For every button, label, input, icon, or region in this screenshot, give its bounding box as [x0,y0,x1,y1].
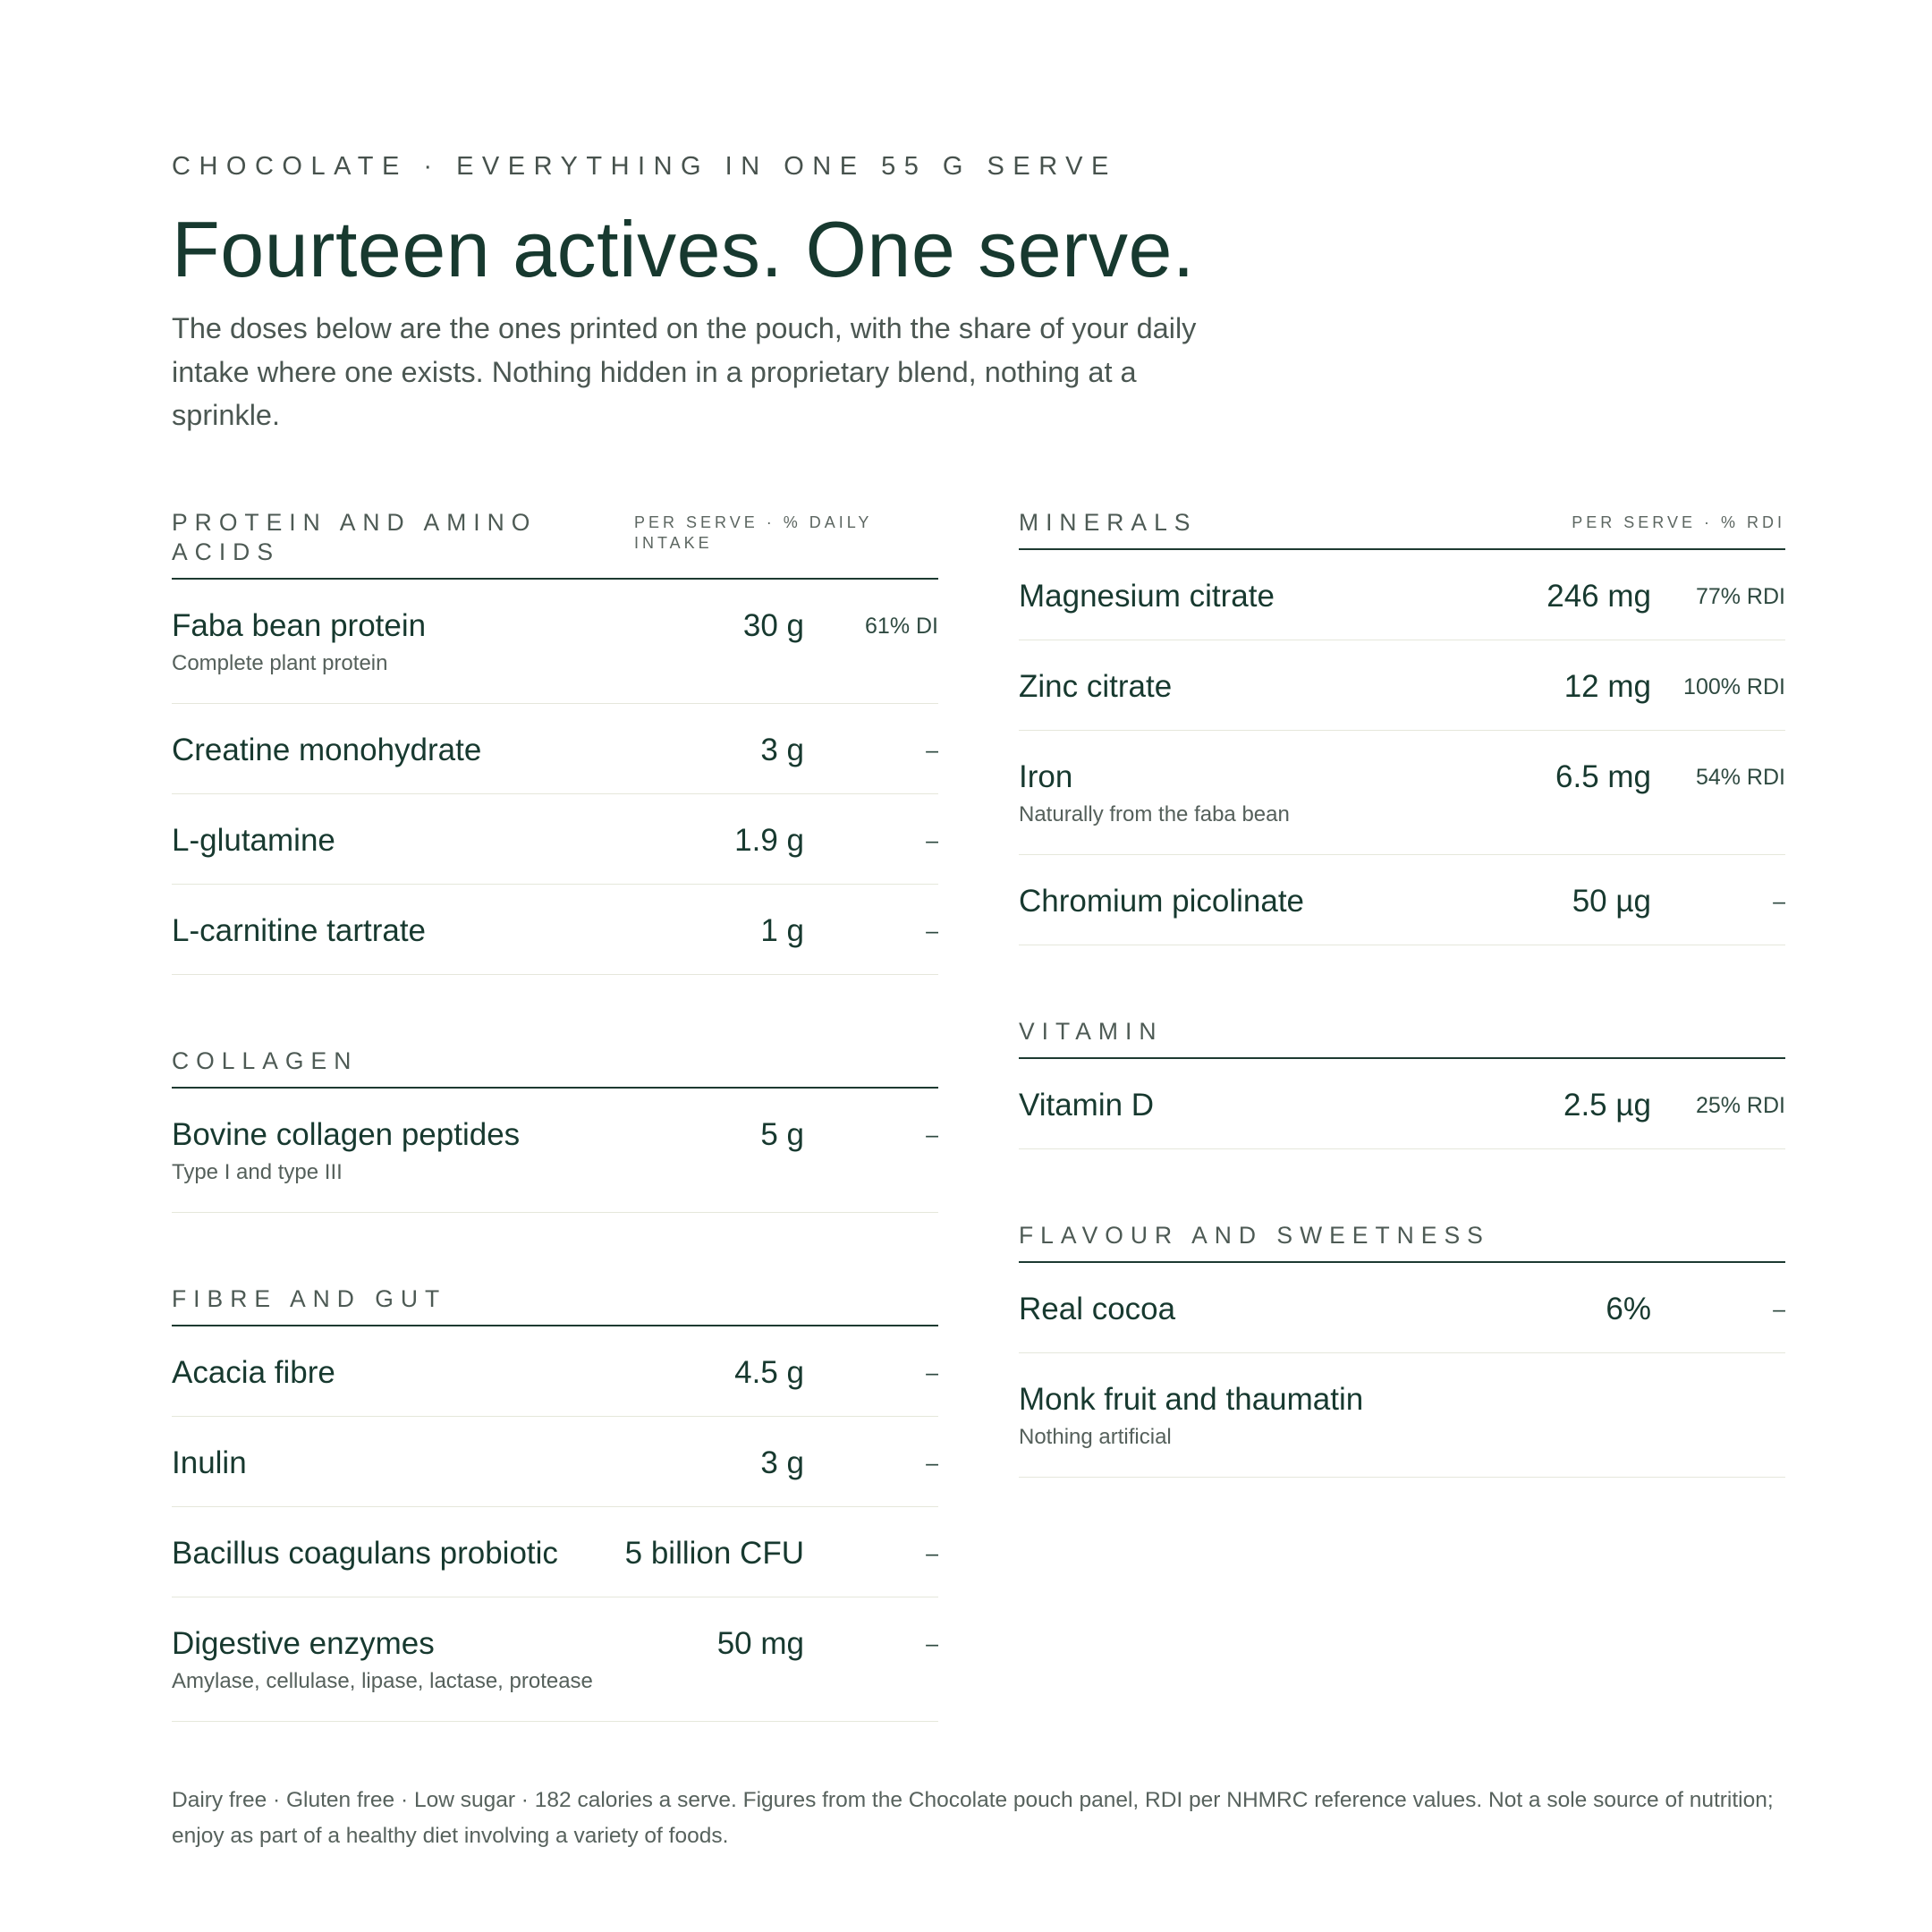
ingredient-amount: 5 g [760,1117,804,1152]
ingredient-name: Acacia fibre [172,1355,335,1390]
daily-intake-value: – [1773,1297,1785,1322]
ingredient-name: Chromium picolinate [1019,884,1305,919]
ingredient-row [1019,1263,1785,1353]
ingredient-info [172,1119,536,1185]
ingredient-note: Naturally from the faba bean [1019,802,1290,826]
ingredient-amount: 246 mg [1546,579,1651,614]
ingredient-note: Amylase, cellulase, lipase, lactase, protease [172,1669,593,1693]
ingredient-name: Creatine monohydrate [172,733,482,767]
column-label: PER SERVE · % DAILY INTAKE [634,513,873,552]
group-title: COLLAGEN [172,1047,359,1074]
group-header [172,1046,938,1089]
daily-intake-value: – [926,1631,938,1657]
daily-intake-value: 61% DI [865,614,938,639]
ingredient-name: Magnesium citrate [1019,579,1275,614]
ingredient-row [172,1089,938,1213]
group-header [1019,1221,1785,1263]
ingredient-group [1019,1221,1785,1478]
ingredient-amount: 30 g [742,608,804,643]
ingredient-row [1019,550,1785,640]
ingredient-group [172,1046,938,1213]
ingredient-info [1019,1384,1383,1450]
ingredient-amount: 4.5 g [734,1355,804,1390]
daily-intake-value: – [926,1123,938,1148]
daily-intake-value: – [926,828,938,853]
ingredient-name: Inulin [172,1445,247,1480]
ingredient-info [172,734,536,767]
ingredient-amount: 5 billion CFU [624,1536,804,1571]
daily-intake-value: 77% RDI [1695,584,1785,609]
ingredient-amount: 12 mg [1563,669,1651,704]
group-header [1019,1017,1785,1059]
daily-intake-value: – [926,1541,938,1566]
ingredient-name: Monk fruit and thaumatin [1019,1382,1364,1417]
ingredient-row [1019,640,1785,731]
group-title: VITAMIN [1019,1018,1164,1045]
ingredient-amount: 6.5 mg [1555,759,1651,794]
group-title: FLAVOUR AND SWEETNESS [1019,1222,1490,1249]
ingredient-info [1019,671,1383,703]
ingredient-note: Type I and type III [172,1160,343,1184]
column-label: PER SERVE · % RDI [1572,513,1785,531]
group-header [172,1284,938,1326]
ingredient-info [1019,1089,1383,1122]
ingredient-group [1019,1017,1785,1149]
ingredient-info [172,1536,558,1571]
ingredient-group [172,508,938,975]
daily-intake-value: – [926,1451,938,1476]
ingredient-info [172,825,536,857]
ingredient-info [172,915,536,947]
ingredient-name: Bacillus coagulans probiotic [172,1536,558,1571]
ingredient-info [172,610,536,676]
ingredient-row [172,704,938,794]
ingredient-row [1019,1353,1785,1478]
ingredient-info [1019,1293,1383,1326]
intro-text: The doses below are the ones printed on the pouch, with the share of your daily intake where one exists. Nothing hidden in a proprietary blend, nothing at a sprinkle. [172,312,1197,431]
daily-intake-value: – [926,1360,938,1385]
daily-intake-value: 25% RDI [1695,1093,1785,1118]
ingredient-name: Digestive enzymes [172,1626,435,1661]
footnote: Dairy free · Gluten free · Low sugar · 182 calories a serve. Figures from the Chocolate pouch panel, RDI per NHMRC reference values. Not a sole source of nutrition; enjoy as part of a healthy diet involving a variety of foods. [172,1788,1774,1848]
group-header [1019,508,1785,550]
page-title: Fourteen actives. One serve. [172,205,1195,293]
ingredient-group [172,1284,938,1722]
ingredient-amount: 1.9 g [734,823,804,858]
ingredient-name: Zinc citrate [1019,669,1173,704]
ingredient-info [1019,761,1383,827]
right-column [1019,508,1785,1549]
ingredient-note: Complete plant protein [172,651,388,675]
daily-intake-value: – [926,919,938,944]
ingredient-row [172,885,938,975]
ingredient-row [1019,855,1785,945]
ingredient-amount: 50 µg [1572,884,1651,919]
ingredient-row [172,1417,938,1507]
ingredient-info [172,1626,593,1694]
ingredient-name: Iron [1019,759,1073,794]
ingredient-row [172,580,938,704]
ingredient-name: Faba bean protein [172,608,427,643]
ingredient-amount: 50 mg [716,1626,804,1661]
ingredient-name: Bovine collagen peptides [172,1117,521,1152]
daily-intake-value: – [926,738,938,763]
ingredient-name: Vitamin D [1019,1088,1155,1123]
ingredient-amount: 2.5 µg [1563,1088,1651,1123]
group-title: FIBRE AND GUT [172,1285,447,1312]
eyebrow: CHOCOLATE · EVERYTHING IN ONE 55 G SERVE [172,152,1117,181]
ingredient-row [172,1597,938,1722]
ingredient-row [172,1326,938,1417]
daily-intake-value: – [1773,889,1785,914]
ingredient-row [172,1507,938,1597]
group-title: MINERALS [1019,509,1198,536]
ingredient-row [1019,731,1785,855]
daily-intake-value: 54% RDI [1695,765,1785,790]
ingredient-info [172,1447,536,1479]
ingredient-amount: 3 g [760,733,804,767]
group-header [172,508,938,580]
ingredient-row [172,794,938,885]
left-column [172,508,938,1793]
ingredient-name: L-glutamine [172,823,335,858]
ingredient-row [1019,1059,1785,1149]
ingredient-name: Real cocoa [1019,1292,1176,1326]
ingredient-amount: 6% [1606,1292,1651,1326]
ingredient-amount: 3 g [760,1445,804,1480]
ingredient-info [172,1357,536,1389]
daily-intake-value: 100% RDI [1683,674,1785,699]
ingredient-info [1019,580,1383,613]
ingredient-amount: 1 g [760,913,804,948]
group-title: PROTEIN AND AMINO ACIDS [172,509,538,565]
ingredient-name: L-carnitine tartrate [172,913,427,948]
ingredient-info [1019,886,1383,918]
ingredient-note: Nothing artificial [1019,1425,1172,1449]
ingredient-group [1019,508,1785,945]
